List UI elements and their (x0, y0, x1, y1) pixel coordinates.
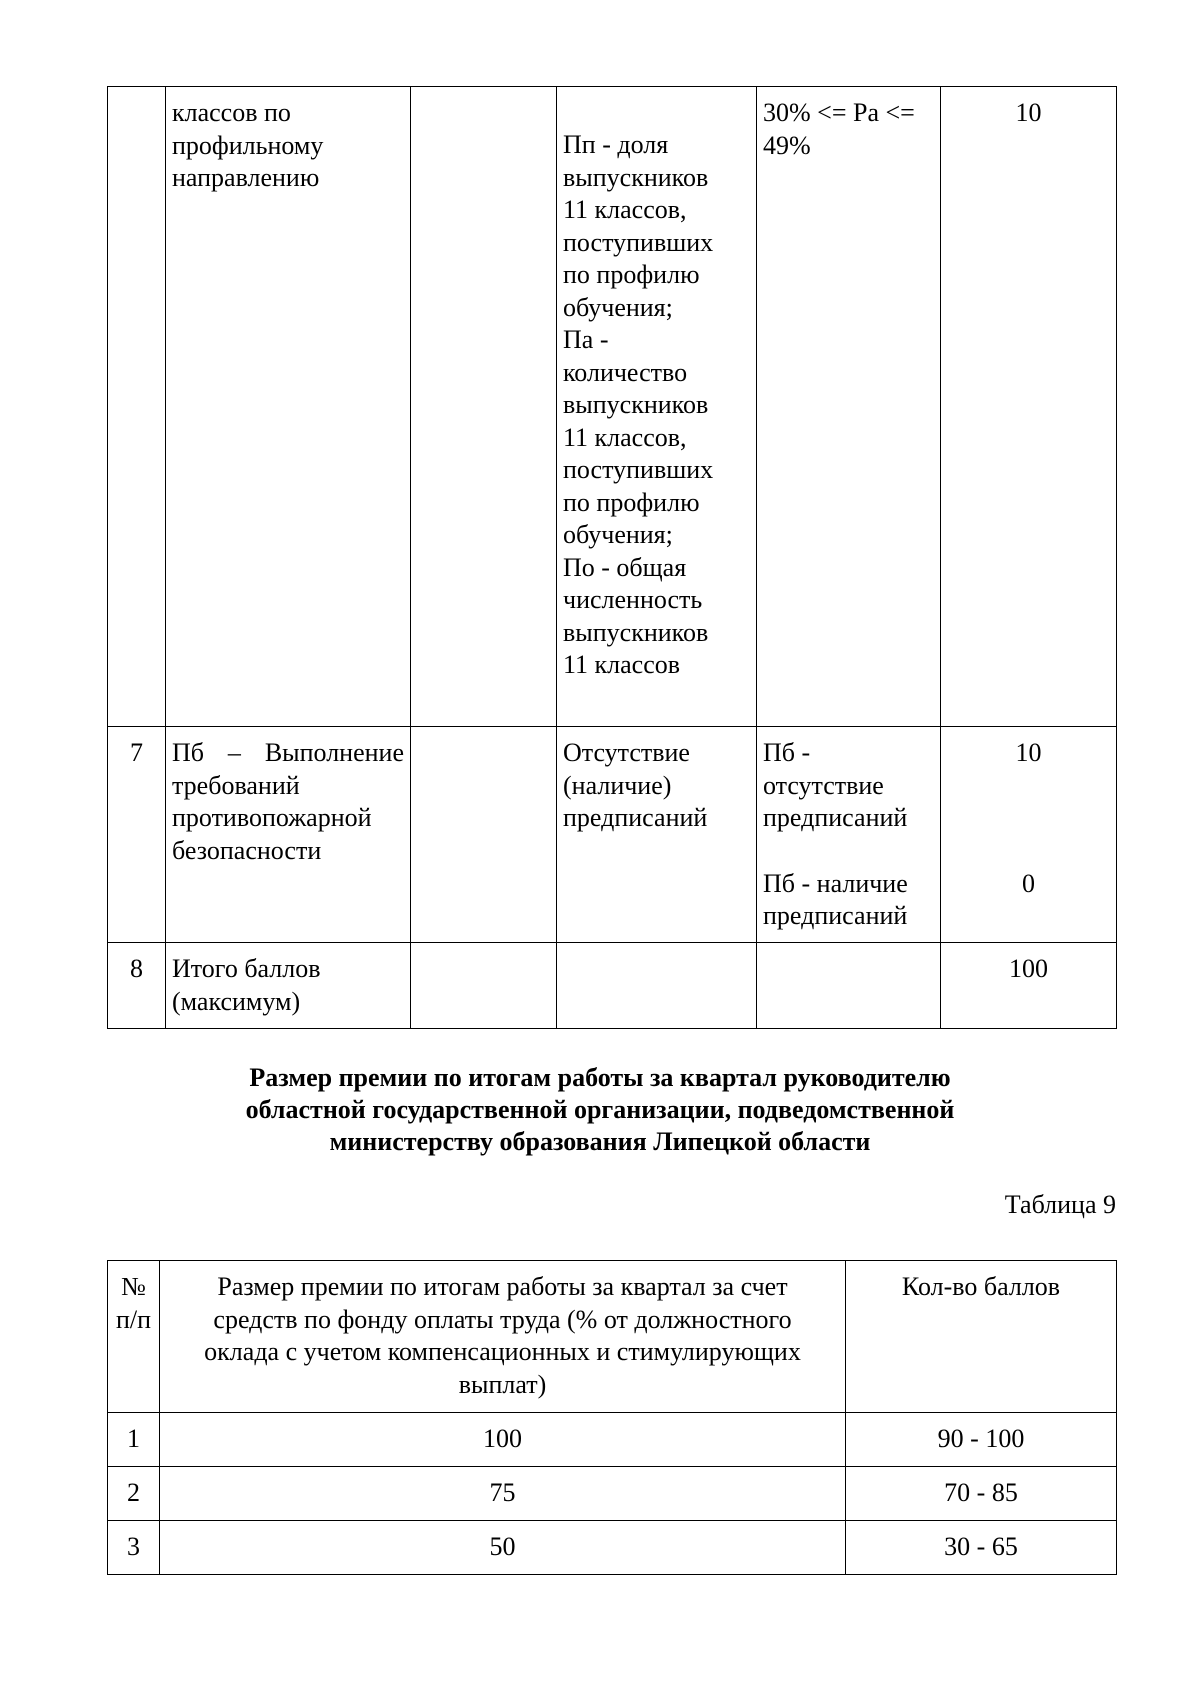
condition-line: предписаний (763, 901, 908, 930)
points-cell: 90 - 100 (846, 1413, 1117, 1467)
formula-line: Па - (563, 325, 609, 354)
row-number-cell: 8 (108, 943, 166, 1029)
formula-line: обучения; (563, 292, 673, 322)
bonus-cell: 100 (160, 1413, 846, 1467)
criterion-line: профильному (172, 130, 324, 160)
row-number-cell: 7 (108, 727, 166, 943)
heading-line: Размер премии по итогам работы за квартал руководителю (249, 1063, 951, 1092)
row-number-cell: 3 (108, 1521, 160, 1575)
table-row (108, 1413, 1117, 1467)
condition-line: 49% (763, 130, 811, 160)
condition-line: отсутствие (763, 770, 884, 800)
empty-cell (557, 943, 757, 1029)
points-cell: 70 - 85 (846, 1467, 1117, 1521)
indicator-line: (наличие) (563, 770, 672, 800)
section-heading (130, 1062, 1070, 1158)
formula-line: По - общая (563, 552, 687, 582)
criterion-line: Итого баллов (172, 954, 321, 983)
table-row (108, 1521, 1117, 1575)
criterion-line: классов по (172, 98, 291, 127)
table-row (108, 1467, 1117, 1521)
spacer (947, 770, 1110, 803)
row-number-cell: 2 (108, 1467, 160, 1521)
formula-line: выпускников (563, 617, 709, 647)
row-number-cell (108, 87, 166, 727)
formula-cell (557, 87, 757, 727)
points-value: 10 (1015, 738, 1042, 767)
criterion-cell (166, 727, 411, 943)
criterion-line: Пб – Выполнение (172, 738, 404, 767)
bonus-table (107, 1260, 1117, 1575)
points-cell: 10 (941, 87, 1117, 727)
condition-line: Пб - наличие (763, 868, 908, 898)
formula-line: 11 классов (563, 650, 681, 679)
empty-cell (757, 943, 941, 1029)
condition-line: Пб - (763, 738, 811, 767)
criterion-line: противопожарной (172, 803, 372, 832)
formula-line: по профилю (563, 487, 700, 517)
points-cell: 30 - 65 (846, 1521, 1117, 1575)
table-row (108, 943, 1117, 1029)
formula-line: поступивших (563, 227, 714, 257)
formula-line: выпускников (563, 390, 709, 419)
table-row (108, 87, 1117, 727)
condition-line: предписаний (763, 803, 908, 832)
formula-line: 11 классов, (563, 195, 687, 224)
formula-line: количество (563, 357, 688, 387)
condition-cell (757, 727, 941, 943)
criteria-table (107, 86, 1117, 1029)
formula-line: Пп - доля (563, 130, 669, 159)
points-cell (941, 727, 1117, 943)
spacer (947, 803, 1110, 836)
header-line: выплат) (458, 1369, 547, 1399)
empty-cell (411, 87, 557, 727)
indicator-line: предписаний (563, 803, 708, 832)
spacer (763, 835, 934, 868)
formula-line: поступивших (563, 455, 714, 484)
empty-cell (411, 943, 557, 1029)
table-caption: Таблица 9 (1004, 1190, 1116, 1219)
formula-line: 11 классов, (563, 422, 687, 452)
points-header: Кол-во баллов (846, 1261, 1117, 1413)
formula-line: обучения; (563, 520, 673, 549)
bonus-header (160, 1261, 846, 1413)
criterion-line: (максимум) (172, 986, 301, 1016)
table-row (108, 727, 1117, 943)
header-line: оклада с учетом компенсационных и стимулирующих (204, 1337, 801, 1366)
condition-line: 30% <= Pa <= (763, 98, 915, 127)
criterion-line: требований (172, 770, 300, 800)
formula-line: по профилю (563, 260, 700, 289)
bonus-cell: 50 (160, 1521, 846, 1575)
bonus-cell: 75 (160, 1467, 846, 1521)
criterion-cell (166, 87, 411, 727)
condition-cell (757, 87, 941, 727)
spacer (947, 836, 1110, 868)
indicator-cell (557, 727, 757, 943)
header-line: Размер премии по итогам работы за квартал за счет (217, 1272, 788, 1301)
criterion-line: направлению (172, 163, 320, 192)
points-value: 0 (1022, 868, 1035, 898)
criterion-line: безопасности (172, 835, 322, 865)
header-line: п/п (115, 1304, 152, 1334)
formula-line: численность (563, 585, 703, 614)
row-number-cell: 1 (108, 1413, 160, 1467)
table-header-row (108, 1261, 1117, 1413)
formula-line: выпускников (563, 162, 709, 192)
empty-cell (411, 727, 557, 943)
heading-line: областной государственной организации, подведомственной (245, 1095, 955, 1124)
heading-line: министерству образования Липецкой области (329, 1127, 871, 1156)
header-line: средств по фонду оплаты труда (% от должностного (213, 1304, 792, 1334)
criterion-cell (166, 943, 411, 1029)
indicator-line: Отсутствие (563, 738, 690, 767)
number-header (108, 1261, 160, 1413)
points-cell: 100 (941, 943, 1117, 1029)
header-line: № (121, 1272, 146, 1301)
